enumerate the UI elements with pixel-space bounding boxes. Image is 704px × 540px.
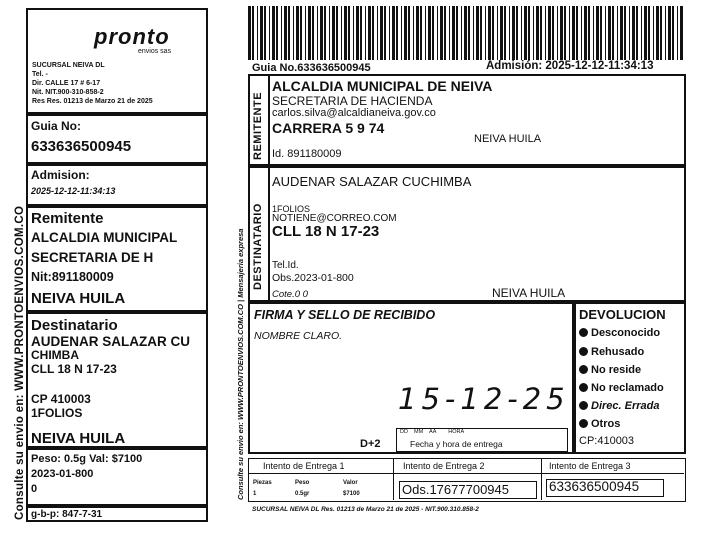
sender-name: ALCALDIA MUNICIPAL DE NEIVA bbox=[272, 78, 493, 94]
barcode-bar bbox=[648, 6, 650, 60]
barcode-bar bbox=[372, 6, 374, 60]
barcode-bar bbox=[596, 6, 599, 60]
barcode-bar bbox=[396, 6, 398, 60]
barcode-bar bbox=[528, 6, 530, 60]
radio-icon bbox=[579, 365, 588, 374]
barcode-bar bbox=[296, 6, 299, 60]
barcode-bar bbox=[665, 6, 666, 60]
barcode-bar bbox=[420, 6, 422, 60]
barcode-bar bbox=[341, 6, 342, 60]
barcode-bar bbox=[588, 6, 590, 60]
radio-icon bbox=[579, 383, 588, 392]
admission-label: Admision: bbox=[31, 168, 90, 182]
barcode-bar bbox=[476, 6, 479, 60]
barcode-bar bbox=[329, 6, 330, 60]
admission-box bbox=[26, 164, 208, 206]
barcode-bar bbox=[408, 6, 410, 60]
barcode-bar bbox=[276, 6, 278, 60]
pieces-value: 1 bbox=[253, 491, 257, 497]
weight-column: Peso bbox=[295, 480, 310, 486]
barcode-bar bbox=[612, 6, 614, 60]
barcode-bar bbox=[356, 6, 359, 60]
sender-email: carlos.silva@alcaldianeiva.gov.co bbox=[272, 107, 436, 119]
recipient-email: NOTIENE@CORREO.COM bbox=[272, 213, 397, 224]
right-sender-label: REMITENTE bbox=[252, 91, 264, 160]
barcode-bar bbox=[464, 6, 467, 60]
sender-city: NEIVA HUILA bbox=[474, 133, 542, 145]
recipient-cote: Cote.0 0 bbox=[272, 289, 308, 300]
barcode-bar bbox=[540, 6, 542, 60]
barcode-bar bbox=[344, 6, 347, 60]
signature-label: FIRMA Y SELLO DE RECIBIDO bbox=[254, 308, 436, 322]
barcode-bar bbox=[449, 6, 450, 60]
barcode-bar bbox=[288, 6, 290, 60]
sender-address: CARRERA 5 9 74 bbox=[272, 120, 385, 136]
return-option-label: No reclamado bbox=[591, 382, 664, 394]
barcode-bar bbox=[452, 6, 455, 60]
barcode-bar bbox=[608, 6, 611, 60]
branch-name: SUCURSAL NEIVA DL bbox=[32, 62, 105, 69]
recipient-line-1: AUDENAR SALAZAR CU bbox=[31, 334, 190, 349]
barcode-bar bbox=[600, 6, 602, 60]
barcode-bar bbox=[545, 6, 546, 60]
delivery-attempts-box bbox=[248, 458, 686, 502]
barcode-bar bbox=[368, 6, 371, 60]
barcode-bar bbox=[593, 6, 594, 60]
barcode-bar bbox=[264, 6, 266, 60]
barcode-bar bbox=[524, 6, 527, 60]
recipient-phone: Tel.Id. bbox=[272, 260, 299, 271]
sender-id: Id. 891180009 bbox=[272, 148, 342, 160]
barcode-bar bbox=[456, 6, 458, 60]
sender-line-1: ALCALDIA MUNICIPAL bbox=[31, 230, 178, 245]
barcode-bar bbox=[536, 6, 539, 60]
delivery-days-code: D+2 bbox=[360, 438, 381, 450]
barcode-bar bbox=[281, 6, 282, 60]
recipient-label: Destinatario bbox=[31, 317, 118, 334]
barcode-bar bbox=[636, 6, 638, 60]
recipient-name: AUDENAR SALAZAR CUCHIMBA bbox=[272, 174, 472, 189]
barcode-bar bbox=[548, 6, 551, 60]
barcode-bar bbox=[560, 6, 563, 60]
barcode-bar bbox=[269, 6, 270, 60]
barcode-bar bbox=[488, 6, 491, 60]
barcode-bar bbox=[425, 6, 426, 60]
barcode-bar bbox=[572, 6, 575, 60]
header-guide-number: Guia No.633636500945 bbox=[252, 62, 371, 74]
value-column: Valor bbox=[343, 480, 358, 486]
barcode-bar bbox=[416, 6, 419, 60]
barcode-bar bbox=[584, 6, 587, 60]
barcode-bar bbox=[260, 6, 263, 60]
return-option-not-claimed[interactable] bbox=[579, 382, 664, 394]
barcode-bar bbox=[248, 6, 251, 60]
barcode-bar bbox=[629, 6, 630, 60]
barcode-bar bbox=[617, 6, 618, 60]
barcode-bar bbox=[557, 6, 558, 60]
weight-date-line: 2023-01-800 bbox=[31, 468, 94, 480]
barcode-bar bbox=[516, 6, 518, 60]
barcode-bar bbox=[365, 6, 366, 60]
barcode-bar bbox=[401, 6, 402, 60]
barcode-bar bbox=[437, 6, 438, 60]
right-sender-box bbox=[248, 74, 686, 166]
barcode-bar bbox=[492, 6, 494, 60]
barcode-bar bbox=[257, 6, 258, 60]
branch-address: Dir. CALLE 17 # 6-17 bbox=[32, 80, 101, 87]
barcode-bar bbox=[360, 6, 362, 60]
sender-line-2: SECRETARIA DE H bbox=[31, 250, 154, 265]
right-side-text: Consulte su envio en: WWW.PRONTOENVIOS.COM.CO | Mensajeria expresa bbox=[236, 228, 245, 500]
recipient-folios: 1FOLIOS bbox=[272, 204, 311, 214]
barcode-bar bbox=[428, 6, 431, 60]
weight-box bbox=[26, 448, 208, 506]
radio-icon bbox=[579, 347, 588, 356]
recipient-line-4: CP 410003 bbox=[31, 392, 91, 406]
return-option-other[interactable] bbox=[579, 418, 620, 430]
right-recipient-box bbox=[248, 166, 686, 302]
barcode-bar bbox=[473, 6, 474, 60]
barcode-bar bbox=[252, 6, 254, 60]
barcode-bar bbox=[653, 6, 654, 60]
weight-value: 0.5gr bbox=[295, 491, 310, 497]
barcode-bar bbox=[581, 6, 582, 60]
return-option-not-resident[interactable] bbox=[579, 364, 641, 376]
radio-icon bbox=[579, 419, 588, 428]
barcode-bar bbox=[312, 6, 314, 60]
recipient-address: CLL 18 N 17-23 bbox=[272, 223, 380, 240]
return-option-label: Desconocido bbox=[591, 327, 661, 339]
barcode-bar bbox=[468, 6, 470, 60]
weight-value-line: Peso: 0.5g Val: $7100 bbox=[31, 453, 143, 465]
barcode-bar bbox=[444, 6, 446, 60]
branch-phone: Tel. - bbox=[32, 71, 48, 78]
barcode-bar bbox=[576, 6, 578, 60]
barcode-bar bbox=[641, 6, 642, 60]
barcode-bar bbox=[284, 6, 287, 60]
delivery-date-time-label: Fecha y hora de entrega bbox=[410, 439, 503, 449]
barcode-bar bbox=[320, 6, 323, 60]
barcode-bar bbox=[380, 6, 383, 60]
sender-line-4: NEIVA HUILA bbox=[31, 290, 126, 307]
recipient-line-6: NEIVA HUILA bbox=[31, 430, 126, 447]
barcode-bar bbox=[440, 6, 443, 60]
return-option-label: No reside bbox=[591, 364, 642, 376]
order-number: Ods.17677700945 bbox=[402, 482, 509, 497]
return-option-wrong-address[interactable] bbox=[579, 400, 659, 412]
return-box bbox=[574, 302, 686, 454]
branch-header bbox=[26, 8, 208, 114]
barcode bbox=[248, 6, 684, 62]
barcode-bar bbox=[656, 6, 659, 60]
recipient-observations: Obs.2023-01-800 bbox=[272, 272, 354, 284]
barcode-bar bbox=[404, 6, 407, 60]
bottom-code-box bbox=[26, 506, 208, 522]
branch-nit: Nit. NIT.900-310-858-2 bbox=[32, 89, 104, 96]
recipient-city: NEIVA HUILA bbox=[492, 286, 566, 300]
recipient-box bbox=[26, 312, 208, 448]
date-time-columns: DD MM AA HORA bbox=[400, 429, 465, 435]
barcode-bar bbox=[377, 6, 378, 60]
delivery-attempt-2-label: Intento de Entrega 2 bbox=[403, 461, 485, 471]
radio-icon bbox=[579, 401, 588, 410]
barcode-bar bbox=[680, 6, 683, 60]
barcode-bar bbox=[272, 6, 275, 60]
barcode-bar bbox=[569, 6, 570, 60]
barcode-bar bbox=[677, 6, 678, 60]
barcode-bar bbox=[500, 6, 503, 60]
barcode-bar bbox=[293, 6, 294, 60]
tracking-url-side-text: Consulte su envio en: WWW.PRONTOENVIOS.COM.CO bbox=[14, 205, 26, 520]
bottom-code: g-b-p: 847-7-31 bbox=[31, 509, 103, 520]
right-recipient-label: DESTINATARIO bbox=[252, 203, 264, 290]
barcode-bar bbox=[432, 6, 434, 60]
barcode-bar bbox=[672, 6, 674, 60]
barcode-bar bbox=[300, 6, 302, 60]
radio-icon bbox=[579, 328, 588, 337]
barcode-bar bbox=[497, 6, 498, 60]
barcode-bar bbox=[620, 6, 623, 60]
footer-text: SUCURSAL NEIVA DL Res. 01213 de Marzo 21 de 2025 - NIT.900.310.858-2 bbox=[252, 506, 479, 513]
barcode-bar bbox=[336, 6, 338, 60]
barcode-bar bbox=[509, 6, 510, 60]
barcode-bar bbox=[605, 6, 606, 60]
branch-resolution: Res Res. 01213 de Marzo 21 de 2025 bbox=[32, 98, 153, 105]
sender-label: Remitente bbox=[31, 210, 104, 227]
barcode-bar bbox=[533, 6, 534, 60]
return-label: DEVOLUCION bbox=[579, 307, 666, 322]
barcode-bar bbox=[632, 6, 635, 60]
return-option-unknown[interactable] bbox=[579, 327, 660, 339]
delivery-attempt-3-label: Intento de Entrega 3 bbox=[549, 461, 631, 471]
brand-logo-subtitle: envios sas bbox=[138, 48, 172, 55]
barcode-bar bbox=[389, 6, 390, 60]
barcode-bar bbox=[564, 6, 566, 60]
recipient-line-3: CLL 18 N 17-23 bbox=[31, 362, 117, 376]
barcode-bar bbox=[332, 6, 335, 60]
barcode-bar bbox=[624, 6, 626, 60]
barcode-bar bbox=[521, 6, 522, 60]
guide-number-label: Guia No: bbox=[31, 119, 81, 133]
barcode-bar bbox=[461, 6, 462, 60]
guide-number-small: 633636500945 bbox=[549, 479, 640, 494]
barcode-bar bbox=[413, 6, 414, 60]
barcode-bar bbox=[660, 6, 662, 60]
barcode-bar bbox=[308, 6, 311, 60]
barcode-bar bbox=[384, 6, 386, 60]
sender-department: SECRETARIA DE HACIENDA bbox=[272, 94, 433, 108]
value-value: $7100 bbox=[343, 491, 360, 497]
sender-box bbox=[26, 206, 208, 312]
barcode-bar bbox=[485, 6, 486, 60]
clear-name-label: NOMBRE CLARO. bbox=[254, 330, 343, 342]
barcode-bar bbox=[552, 6, 554, 60]
barcode-bar bbox=[512, 6, 515, 60]
handwritten-delivery-date: 15-12-25 bbox=[398, 382, 570, 416]
barcode-bar bbox=[353, 6, 354, 60]
header-admission-date: Admisión: 2025-12-12-11:34:13 bbox=[486, 60, 654, 72]
barcode-bar bbox=[644, 6, 647, 60]
return-option-label: Otros bbox=[591, 418, 621, 430]
sender-line-3: Nit:891180009 bbox=[31, 270, 114, 284]
barcode-bar bbox=[480, 6, 482, 60]
recipient-line-2: CHIMBA bbox=[31, 348, 79, 362]
delivery-attempt-1-label: Intento de Entrega 1 bbox=[263, 461, 345, 471]
barcode-bar bbox=[392, 6, 395, 60]
signature-box bbox=[248, 302, 574, 454]
barcode-bar bbox=[348, 6, 350, 60]
return-option-refused[interactable] bbox=[579, 346, 644, 358]
admission-date: 2025-12-12-11:34:13 bbox=[31, 186, 116, 196]
guide-number: 633636500945 bbox=[31, 138, 132, 155]
barcode-bar bbox=[317, 6, 318, 60]
guide-number-box bbox=[26, 114, 208, 164]
barcode-bar bbox=[305, 6, 306, 60]
return-postal-code: CP:410003 bbox=[579, 435, 635, 447]
weight-zero-line: 0 bbox=[31, 483, 38, 495]
pieces-column: Piezas bbox=[253, 480, 272, 486]
barcode-bar bbox=[324, 6, 326, 60]
brand-logo: pronto bbox=[94, 24, 170, 49]
return-option-label: Direc. Errada bbox=[591, 400, 660, 412]
barcode-bar bbox=[668, 6, 671, 60]
barcode-bar bbox=[504, 6, 506, 60]
return-option-label: Rehusado bbox=[591, 346, 645, 358]
recipient-line-5: 1FOLIOS bbox=[31, 406, 83, 420]
